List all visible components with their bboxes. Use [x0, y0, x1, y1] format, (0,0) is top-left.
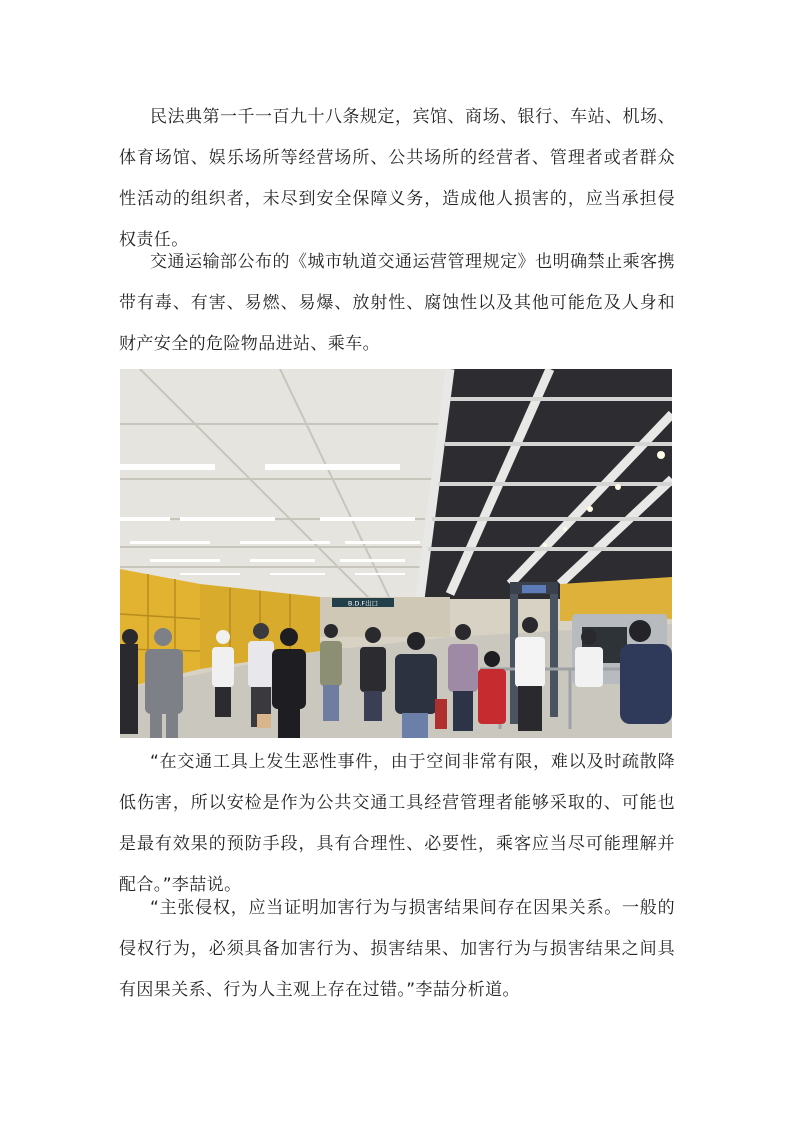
paragraph-transport-regulation: 交通运输部公布的《城市轨道交通运营管理规定》也明确禁止乘客携带有毒、有害、易燃、易爆、放射性、腐蚀性以及其他可能危及人身和财产安全的危险物品进站、乘车。 — [119, 252, 675, 354]
paragraph-civil-code: 民法典第一千一百九十八条规定，宾馆、商场、银行、车站、机场、体育场馆、娱乐场所等经营场所、公共场所的经营者、管理者或者群众性活动的组织者，未尽到安全保障义务，造成他人损害的，应当承担侵权责任。 — [119, 107, 675, 250]
exit-sign-text: B.D.F出口 — [347, 599, 379, 608]
station-photo — [120, 369, 672, 738]
paragraph-security-check-quote: “在交通工具上发生恶性事件，由于空间非常有限，难以及时疏散降低伤害，所以安检是作为公共交通工具经营管理者能够采取的、可能也是最有效果的预防手段，具有合理性、必要性，乘客应当尽可能理解并配合。”李喆说。 — [119, 752, 675, 895]
paragraph-tort-analysis-quote: “主张侵权，应当证明加害行为与损害结果间存在因果关系。一般的侵权行为，必须具备加害行为、损害结果、加害行为与损害结果之间具有因果关系、行为人主观上存在过错。”李喆分析道。 — [119, 898, 675, 1000]
